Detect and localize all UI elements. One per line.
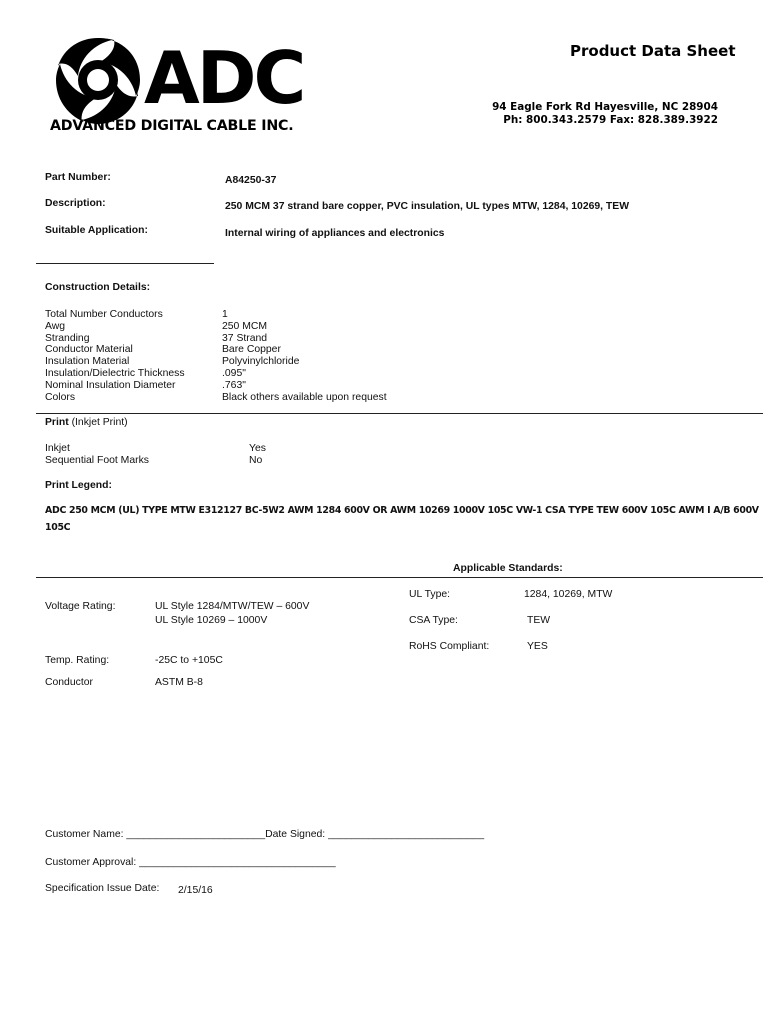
print-heading-bold: Print — [45, 417, 69, 428]
csa-type-value: TEW — [527, 615, 551, 626]
conductor-value: ASTM B-8 — [155, 677, 203, 688]
print-legend-line-1: ADC 250 MCM (UL) TYPE MTW E312127 BC-5W2 AWM 1284 600V OR AWM 10269 1000V 105C VW-1 CSA TYPE TEW 600V 105C AWM I A/B 600V — [45, 505, 759, 516]
section-divider — [36, 577, 763, 578]
temp-rating-value: -25C to +105C — [155, 655, 223, 666]
company-name: ADVANCED DIGITAL CABLE INC. — [50, 118, 294, 134]
construction-values — [222, 309, 387, 403]
issue-date-value: 2/15/16 — [178, 885, 213, 896]
construction-label: Conductor Material — [45, 344, 133, 356]
construction-value: 1 — [222, 309, 228, 320]
document-title: Product Data Sheet — [570, 42, 736, 60]
print-values — [249, 443, 266, 467]
conductor-label: Conductor — [45, 677, 93, 688]
ul-type-label: UL Type: — [409, 589, 451, 600]
construction-label: Insulation/Dielectric Thickness — [45, 367, 185, 379]
description-value: 250 MCM 37 strand bare copper, PVC insulation, UL types MTW, 1284, 10269, TEW — [225, 201, 630, 212]
temp-rating-label: Temp. Rating: — [45, 655, 110, 666]
print-value: Yes — [249, 443, 266, 454]
voltage-rating-label: Voltage Rating: — [45, 601, 116, 612]
construction-value: .095" — [222, 367, 246, 379]
rohs-value: YES — [527, 641, 548, 652]
print-value: No — [249, 454, 263, 466]
construction-value: Bare Copper — [222, 344, 281, 356]
construction-labels — [45, 309, 185, 403]
application-label: Suitable Application: — [45, 225, 148, 236]
construction-value: Polyvinylchloride — [222, 356, 300, 368]
construction-label: Awg — [45, 320, 66, 332]
construction-label: Insulation Material — [45, 356, 130, 368]
construction-value: Black others available upon request — [222, 391, 387, 403]
company-logo — [48, 34, 304, 144]
company-phone-fax: Ph: 800.343.2579 Fax: 828.389.3922 — [503, 114, 718, 126]
logo-wordmark: ADC — [144, 36, 304, 120]
company-address: 94 Eagle Fork Rd Hayesville, NC 28904 — [492, 101, 718, 113]
construction-value: 37 Strand — [222, 332, 268, 344]
standards-heading: Applicable Standards: — [453, 563, 563, 574]
part-number-label: Part Number: — [45, 172, 111, 183]
print-heading — [45, 417, 128, 428]
voltage-rating-line-1: UL Style 1284/MTW/TEW – 600V — [155, 601, 310, 612]
construction-label: Colors — [45, 391, 76, 403]
construction-label: Total Number Conductors — [45, 309, 163, 320]
customer-approval-field[interactable]: Customer Approval: __________________________________ — [45, 857, 336, 868]
print-heading-note: (Inkjet Print) — [71, 417, 128, 428]
construction-heading: Construction Details: — [45, 282, 151, 293]
rohs-label: RoHS Compliant: — [409, 641, 490, 652]
construction-value: 250 MCM — [222, 320, 268, 332]
construction-label: Nominal Insulation Diameter — [45, 379, 176, 391]
print-legend-line-2: 105C — [45, 522, 71, 533]
print-label: Inkjet — [45, 443, 70, 454]
application-value: Internal wiring of appliances and electronics — [225, 228, 445, 239]
construction-value: .763" — [222, 379, 246, 391]
print-legend-heading: Print Legend: — [45, 480, 112, 491]
voltage-rating-line-2: UL Style 10269 – 1000V — [155, 615, 268, 626]
adc-swirl-logo-icon — [52, 34, 144, 126]
description-label: Description: — [45, 198, 106, 209]
print-labels — [45, 443, 149, 467]
customer-name-field[interactable]: Customer Name: ________________________Date Signed: ___________________________ — [45, 829, 485, 840]
construction-label: Stranding — [45, 332, 90, 344]
part-number-value: A84250-37 — [225, 175, 277, 186]
ul-type-value: 1284, 10269, MTW — [524, 589, 613, 600]
section-divider-short — [36, 263, 214, 264]
section-divider — [36, 413, 763, 414]
issue-date-label: Specification Issue Date: — [45, 883, 160, 894]
print-label: Sequential Foot Marks — [45, 454, 149, 466]
csa-type-label: CSA Type: — [409, 615, 458, 626]
